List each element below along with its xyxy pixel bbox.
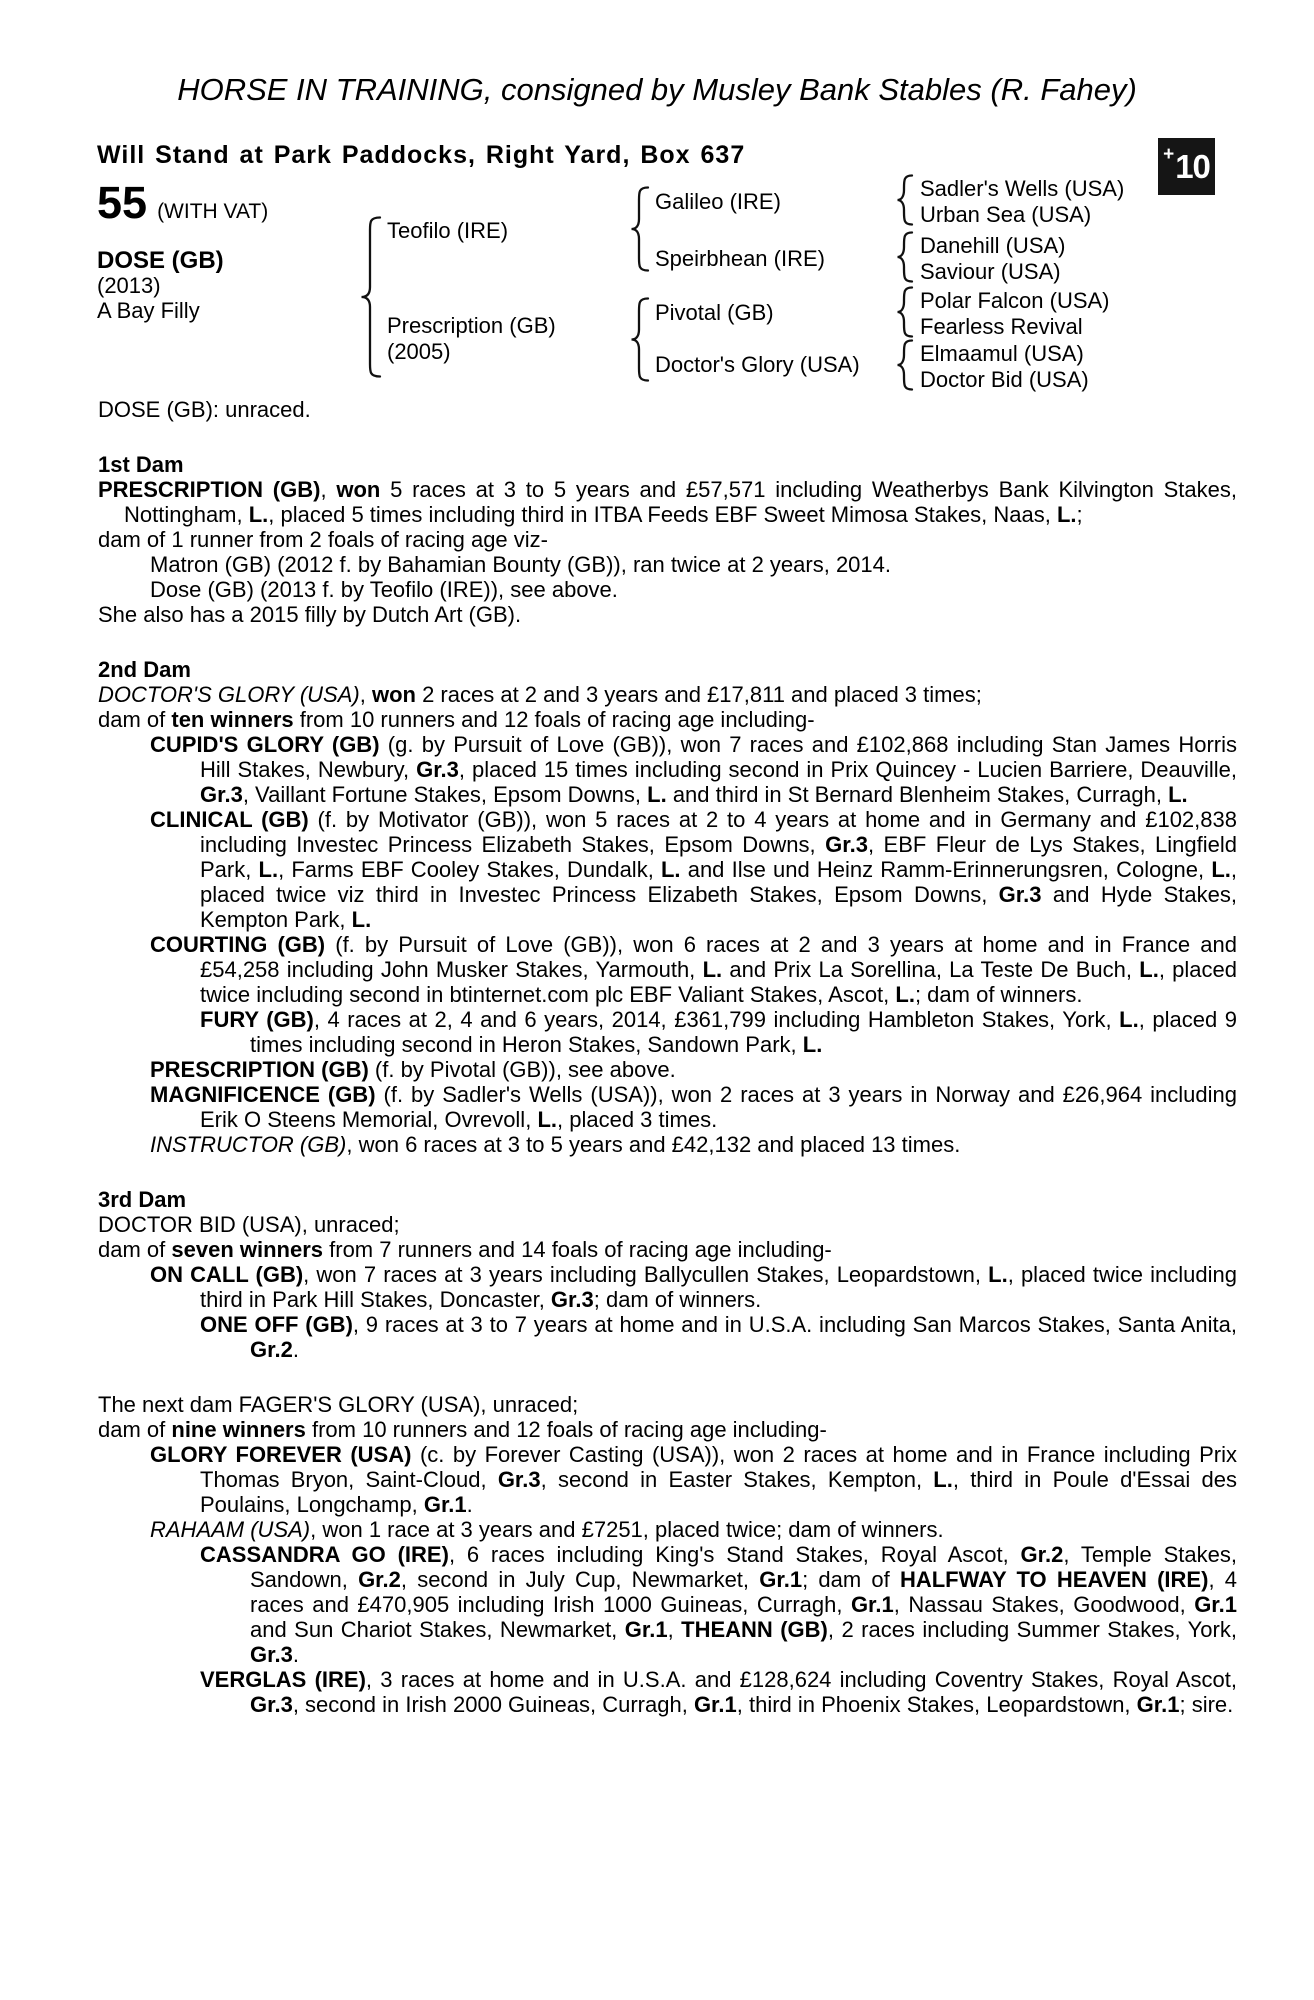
- dam-section: [98, 452, 1237, 627]
- dam-section: [98, 1187, 1237, 1362]
- pedigree-paragraph: CLINICAL (GB) (f. by Motivator (GB)), won 5 races at 2 to 4 years at home and in Germany and £102,838 including Investec Princess Elizabeth Stakes, Epsom Downs, Gr.3, EBF Fleur de Lys Stakes, Lingfield Park, L., Farms EBF Cooley Stakes, Dundalk, L. and Ilse und Heinz Ramm-Erinnerungsren, Cologne, L., placed twice viz third in Investec Princess Elizabeth Stakes, Epsom Downs, Gr.3 and Hyde Stakes, Kempton Park, L.: [150, 807, 1237, 932]
- great-granddam: Doctor Bid (USA): [920, 367, 1089, 392]
- great-granddam: Fearless Revival: [920, 314, 1083, 339]
- pedigree-paragraph: CASSANDRA GO (IRE), 6 races including King's Stand Stakes, Royal Ascot, Gr.2, Temple Stakes, Sandown, Gr.2, second in July Cup, Newmarket, Gr.1; dam of HALFWAY TO HEAVEN (IRE), 4 races and £470,905 including Irish 1000 Guineas, Curragh, Gr.1, Nassau Stakes, Goodwood, Gr.1 and Sun Chariot Stakes, Newmarket, Gr.1, THEANN (GB), 2 races including Summer Stakes, York, Gr.3.: [200, 1542, 1237, 1667]
- dam-section: [98, 1392, 1237, 1717]
- pedigree-paragraph: VERGLAS (IRE), 3 races at home and in U.S.A. and £128,624 including Coventry Stakes, Royal Ascot, Gr.3, second in Irish 2000 Guineas, Curragh, Gr.1, third in Phoenix Stakes, Leopardstown, Gr.1; sire.: [200, 1667, 1237, 1717]
- lot-header: [0, 0, 1314, 397]
- dam-name: Prescription (GB): [387, 313, 556, 338]
- pedigree-brace-icon: [630, 186, 650, 272]
- great-granddam: Saviour (USA): [920, 259, 1061, 284]
- pedigree-paragraph: DOCTOR BID (USA), unraced;: [98, 1212, 400, 1237]
- pedigree-paragraph: PRESCRIPTION (GB), won 5 races at 3 to 5 years and £57,571 including Weatherbys Bank Kilvington Stakes, Nottingham, L., placed 5 times including third in ITBA Feeds EBF Sweet Mimosa Stakes, Naas, L.;: [98, 477, 1238, 527]
- dam-section: [98, 657, 1237, 1157]
- pedigree-brace-icon: [360, 216, 382, 378]
- pedigree-paragraph: COURTING (GB) (f. by Pursuit of Love (GB)), won 6 races at 2 and 3 years at home and in France and £54,258 including John Musker Stakes, Yarmouth, L. and Prix La Sorellina, La Teste De Buch, L., placed twice including second in btinternet.com plc EBF Valiant Stakes, Ascot, L.; dam of winners.: [150, 932, 1238, 1007]
- plus-icon: +: [1163, 143, 1175, 165]
- great-grandparent-pair: [920, 176, 1124, 228]
- lot-number: 55: [97, 177, 148, 228]
- plus10-number: 10: [1175, 147, 1210, 185]
- pedigree-brace-icon: [896, 339, 914, 391]
- sex-description: A Bay Filly: [97, 298, 200, 323]
- pedigree-paragraph: PRESCRIPTION (GB) (f. by Pivotal (GB)), see above.: [150, 1057, 676, 1082]
- grandsire-name: Pivotal (GB): [655, 300, 774, 325]
- pedigree-brace-icon: [896, 174, 914, 226]
- pedigree-paragraph: dam of ten winners from 10 runners and 12 foals of racing age including-: [98, 707, 815, 732]
- stand-location-line: Will Stand at Park Paddocks, Right Yard, Box 637: [97, 141, 746, 169]
- pedigree-paragraph: ONE OFF (GB), 9 races at 3 to 7 years at home and in U.S.A. including San Marcos Stakes, Santa Anita, Gr.2.: [200, 1312, 1238, 1362]
- granddam-name: Doctor's Glory (USA): [655, 352, 860, 377]
- foal-year: (2013): [97, 273, 161, 298]
- pedigree-paragraph: Matron (GB) (2012 f. by Bahamian Bounty (GB)), ran twice at 2 years, 2014.: [150, 552, 891, 577]
- lot-number-row: [97, 177, 269, 228]
- pedigree-paragraph: dam of nine winners from 10 runners and 12 foals of racing age including-: [98, 1417, 827, 1442]
- great-grandparent-pair: [920, 341, 1089, 393]
- catalogue-body: [0, 397, 1314, 1717]
- dam-year: (2005): [387, 339, 451, 364]
- great-grandsire: Danehill (USA): [920, 233, 1066, 258]
- great-granddam: Urban Sea (USA): [920, 202, 1092, 227]
- great-grandparent-pair: [920, 233, 1066, 285]
- pedigree-brace-icon: [630, 297, 650, 382]
- horse-name: DOSE (GB): [97, 247, 224, 274]
- grandsire-name: Galileo (IRE): [655, 189, 781, 214]
- section-heading: 3rd Dam: [98, 1187, 187, 1212]
- great-grandsire: Elmaamul (USA): [920, 341, 1084, 366]
- pedigree-paragraph: DOCTOR'S GLORY (USA), won 2 races at 2 and 3 years and £17,811 and placed 3 times;: [98, 682, 982, 707]
- plus10-badge: [1158, 138, 1215, 195]
- pedigree-brace-icon: [896, 286, 914, 338]
- pedigree-paragraph: dam of 1 runner from 2 foals of racing age viz-: [98, 527, 548, 552]
- page-title: HORSE IN TRAINING, consigned by Musley Bank Stables (R. Fahey): [177, 72, 1137, 107]
- great-grandsire: Polar Falcon (USA): [920, 288, 1110, 313]
- pedigree-paragraph: ON CALL (GB), won 7 races at 3 years including Ballycullen Stakes, Leopardstown, L., placed twice including third in Park Hill Stakes, Doncaster, Gr.3; dam of winners.: [150, 1262, 1237, 1312]
- dam-sections: [98, 452, 1237, 1717]
- pedigree-paragraph: GLORY FOREVER (USA) (c. by Forever Casting (USA)), won 2 races at home and in France including Prix Thomas Bryon, Saint-Cloud, Gr.3, second in Easter Stakes, Kempton, L., third in Poule d'Essai des Poulains, Longchamp, Gr.1.: [150, 1442, 1238, 1517]
- race-record-line: DOSE (GB): unraced.: [98, 397, 311, 422]
- granddam-name: Speirbhean (IRE): [655, 246, 825, 271]
- pedigree-paragraph: Dose (GB) (2013 f. by Teofilo (IRE)), see above.: [150, 577, 618, 602]
- pedigree-brace-icon: [896, 231, 914, 283]
- pedigree-paragraph: She also has a 2015 filly by Dutch Art (GB).: [98, 602, 522, 627]
- pedigree-paragraph: INSTRUCTOR (GB), won 6 races at 3 to 5 years and £42,132 and placed 13 times.: [150, 1132, 961, 1157]
- sire-name: Teofilo (IRE): [387, 218, 509, 243]
- pedigree-paragraph: dam of seven winners from 7 runners and 14 foals of racing age including-: [98, 1237, 832, 1262]
- pedigree-paragraph: FURY (GB), 4 races at 2, 4 and 6 years, 2014, £361,799 including Hambleton Stakes, York, L., placed 9 times including second in Heron Stakes, Sandown Park, L.: [200, 1007, 1237, 1057]
- vat-note: (WITH VAT): [157, 200, 269, 223]
- pedigree-paragraph: RAHAAM (USA), won 1 race at 3 years and £7251, placed twice; dam of winners.: [150, 1517, 944, 1542]
- great-grandsire: Sadler's Wells (USA): [920, 176, 1125, 201]
- pedigree-paragraph: The next dam FAGER'S GLORY (USA), unraced;: [98, 1392, 579, 1417]
- great-grandparent-pair: [920, 288, 1110, 340]
- section-heading: 2nd Dam: [98, 657, 191, 682]
- pedigree-paragraph: MAGNIFICENCE (GB) (f. by Sadler's Wells (USA)), won 2 races at 3 years in Norway and £26,964 including Erik O Steens Memorial, Ovrevoll, L., placed 3 times.: [150, 1082, 1238, 1132]
- section-heading: 1st Dam: [98, 452, 184, 477]
- pedigree-paragraph: CUPID'S GLORY (GB) (g. by Pursuit of Love (GB)), won 7 races and £102,868 including Stan James Horris Hill Stakes, Newbury, Gr.3, placed 15 times including second in Prix Quincey - Lucien Barriere, Deauville, Gr.3, Vaillant Fortune Stakes, Epsom Downs, L. and third in St Bernard Blenheim Stakes, Curragh, L.: [150, 732, 1238, 807]
